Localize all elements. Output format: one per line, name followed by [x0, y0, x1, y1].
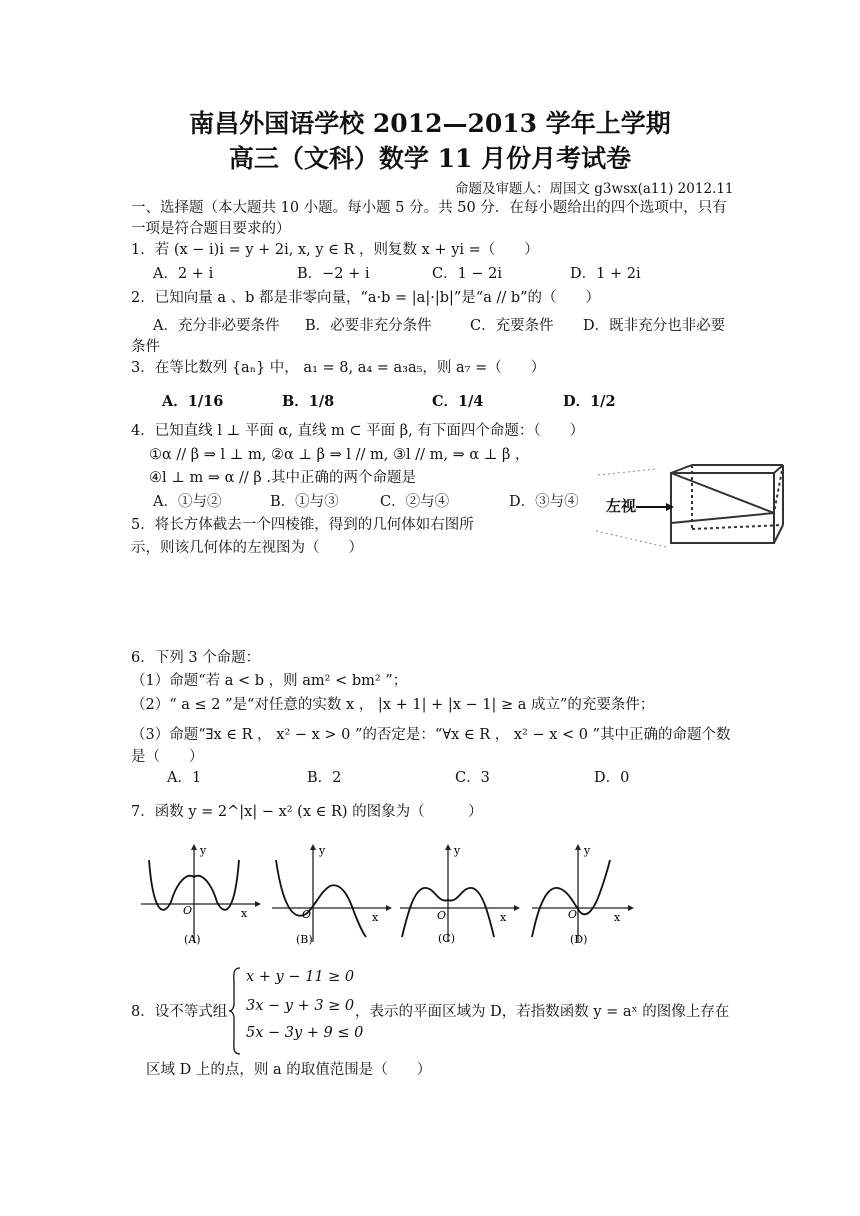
q6-option-a: A．1	[167, 770, 202, 786]
question-5-line1: 5．将长方体截去一个四棱锥，得到的几何体如右图所	[131, 517, 474, 533]
cuboid-figure	[596, 463, 786, 555]
question-1-stem: 1．若 (x − i)i = y + 2i, x, y ∈ R ，则复数 x + yi =（ ）	[131, 242, 539, 258]
q6-option-d: D．0	[594, 770, 630, 786]
q6-proposition-1: （1）命题“若 a < b ，则 am² < bm² ”；	[131, 673, 408, 689]
question-7-stem: 7．函数 y = 2^|x| − x² (x ∈ R) 的图象为（ ）	[131, 804, 483, 820]
q2-option-a: A．充分非必要条件	[153, 318, 280, 334]
graph-d-label: (D)	[570, 933, 588, 946]
q6-option-b: B．2	[307, 770, 342, 786]
q4-option-b: B．①与③	[270, 494, 339, 510]
q2-option-b: B．必要非充分条件	[305, 318, 432, 334]
q1-option-d: D．1 + 2i	[570, 266, 641, 282]
q6-proposition-3: （3）命题“∃x ∈ R ， x² − x > 0 ”的否定是：“∀x ∈ R ， x² − x < 0 ”其中正确的命题个数	[131, 727, 731, 743]
graph-a-origin: O	[183, 904, 193, 917]
graph-b	[268, 842, 393, 947]
graph-d-x-label: x	[614, 911, 621, 924]
question-8-prefix: 8．设不等式组	[131, 1004, 228, 1020]
question-8-line2: 区域 D 上的点，则 a 的取值范围是（ ）	[146, 1062, 432, 1078]
q2-option-c: C．充要条件	[470, 318, 554, 334]
graph-b-origin: O	[302, 908, 312, 921]
q1-option-b: B．−2 + i	[297, 266, 370, 282]
q6-proposition-2: （2）“ a ≤ 2 ”是“对任意的实数 x ， |x + 1| + |x − 1| ≥ a 成立”的充要条件；	[131, 697, 655, 713]
section-intro-line2: 一项是符合题目要求的）	[131, 221, 291, 237]
graph-c	[396, 842, 521, 947]
inequality-1: x + y − 11 ≥ 0	[246, 969, 355, 985]
question-6-stem: 6．下列 3 个命题：	[131, 650, 261, 666]
q3-option-d: D．1/2	[563, 393, 616, 410]
graph-a-x-label: x	[241, 907, 248, 920]
left-view-label: 左视	[606, 497, 637, 515]
graph-b-y-label: y	[319, 844, 326, 857]
graph-a	[137, 842, 262, 947]
q4-option-c: C．②与④	[380, 494, 450, 510]
graph-c-label: (C)	[438, 932, 455, 945]
q6-stem-tail: 是（ ）	[131, 749, 204, 765]
q2-option-d-tail: 条件	[131, 339, 160, 355]
q3-option-b: B．1/8	[282, 393, 335, 410]
section-intro-line1: 一、选择题（本大题共 10 小题。每小题 5 分。共 50 分．在每小题给出的四个选项中，只有	[131, 200, 727, 216]
inequality-2: 3x − y + 3 ≥ 0	[246, 998, 355, 1014]
question-5-line2: 示，则该几何体的左视图为（ ）	[131, 540, 363, 556]
graph-d	[528, 842, 638, 947]
exam-title-line1: 南昌外国语学校 2012—2013 学年上学期	[189, 109, 671, 138]
question-3-stem: 3．在等比数列 {aₙ} 中， a₁ = 8, a₄ = a₃a₅，则 a₇ =（ ）	[131, 360, 546, 376]
author-line: 命题及审题人：周国文 g3wsx(a11) 2012.11	[455, 181, 734, 197]
inequality-3: 5x − 3y + 9 ≤ 0	[246, 1025, 364, 1041]
graph-c-x-label: x	[500, 911, 507, 924]
graph-c-y-label: y	[454, 844, 461, 857]
q4-statement-4: ④l ⊥ m ⇒ α // β .其中正确的两个命题是	[149, 470, 416, 486]
graph-c-origin: O	[437, 909, 447, 922]
q6-option-c: C．3	[455, 770, 490, 786]
q3-option-a: A．1/16	[162, 393, 224, 410]
question-4-stem: 4．已知直线 l ⊥ 平面 α, 直线 m ⊂ 平面 β, 有下面四个命题：（ ）	[131, 423, 585, 439]
question-2-stem: 2．已知向量 a 、b 都是非零向量，“a·b = |a|·|b|”是“a // b”的（ ）	[131, 290, 601, 306]
graph-b-x-label: x	[372, 911, 379, 924]
graph-a-y-label: y	[200, 844, 207, 857]
q1-option-c: C．1 − 2i	[432, 266, 503, 282]
q1-option-a: A．2 + i	[153, 266, 214, 282]
q4-statements-1-3: ①α // β ⇒ l ⊥ m, ②α ⊥ β ⇒ l // m, ③l // m, ⇒ α ⊥ β ，	[149, 447, 530, 463]
graph-a-label: (A)	[184, 933, 201, 946]
graph-d-origin: O	[568, 908, 578, 921]
q4-option-d: D．③与④	[509, 494, 579, 510]
q3-option-c: C．1/4	[432, 393, 484, 410]
system-brace	[228, 966, 242, 1056]
q4-option-a: A．①与②	[153, 494, 222, 510]
exam-title-line2: 高三（文科）数学 11 月份月考试卷	[228, 144, 632, 173]
graph-b-label: (B)	[296, 933, 313, 946]
q2-option-d: D．既非充分也非必要	[583, 318, 726, 334]
graph-d-y-label: y	[584, 844, 591, 857]
question-8-suffix: ，表示的平面区域为 D，若指数函数 y = aˣ 的图像上存在	[355, 1004, 730, 1020]
